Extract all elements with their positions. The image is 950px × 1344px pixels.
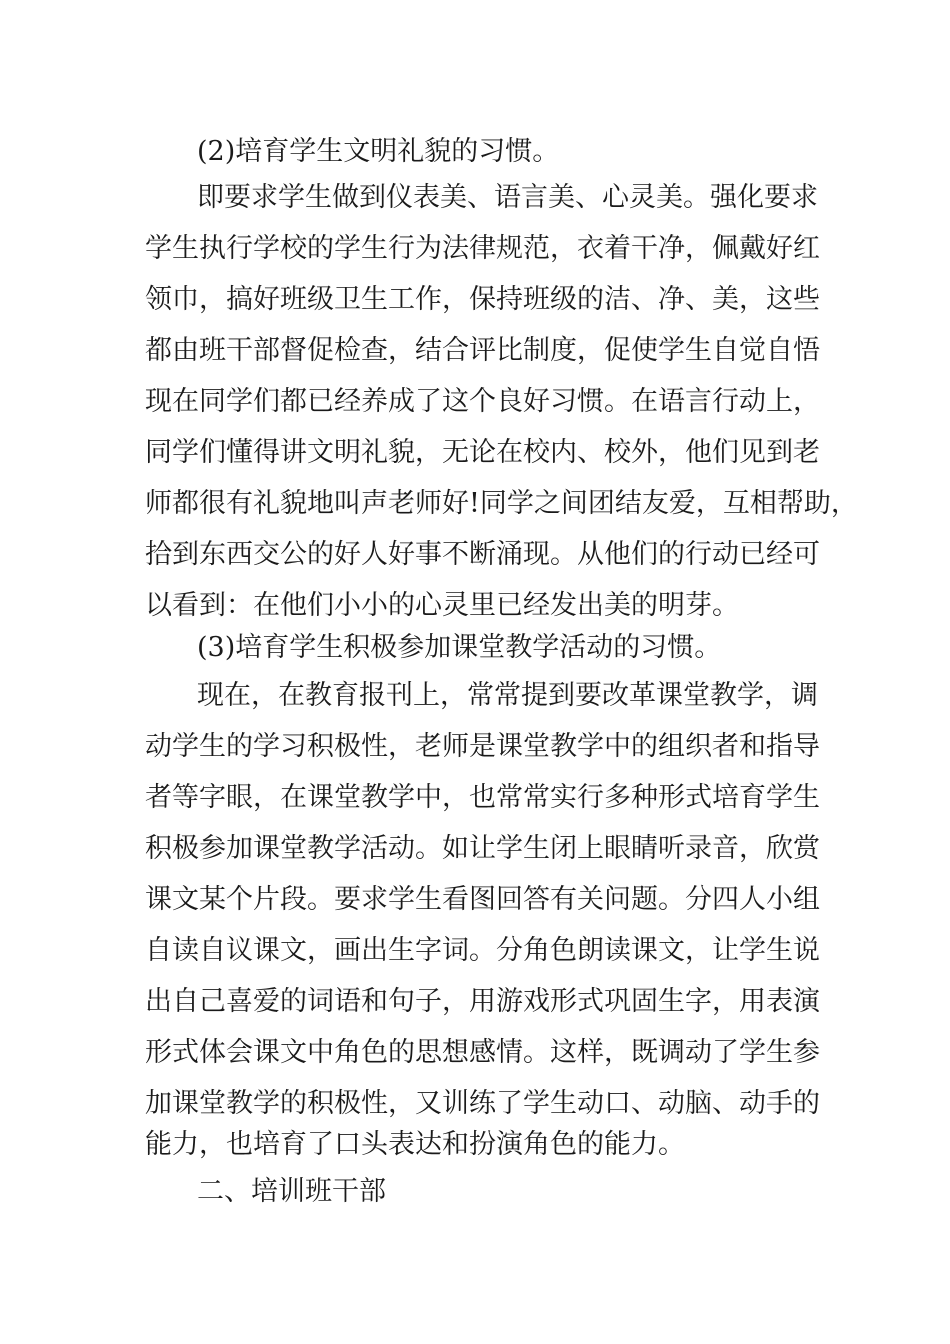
paragraph-line: 出自己喜爱的词语和句子，用游戏形式巩固生字，用表演 [145, 986, 820, 1017]
paragraph-line: 即要求学生做到仪表美、语言美、心灵美。强化要求 [197, 182, 818, 213]
paragraph-line: 领巾，搞好班级卫生工作，保持班级的洁、净、美，这些 [145, 284, 820, 315]
paragraph-line: 师都很有礼貌地叫声老师好!同学之间团结友爱，互相帮助， [145, 488, 858, 519]
paragraph-line: 自读自议课文，画出生字词。分角色朗读课文，让学生说 [145, 935, 820, 966]
paragraph-line: 以看到：在他们小小的心灵里已经发出美的明芽。 [145, 590, 739, 621]
paragraph-line: 都由班干部督促检查，结合评比制度，促使学生自觉自悟 [145, 335, 820, 366]
paragraph-line: 者等字眼，在课堂教学中，也常常实行多种形式培育学生 [145, 782, 820, 813]
paragraph-line: 学生执行学校的学生行为法律规范，衣着干净，佩戴好红 [145, 233, 820, 264]
paragraph-line: 现在同学们都已经养成了这个良好习惯。在语言行动上， [145, 386, 820, 417]
paragraph-line: 形式体会课文中角色的思想感情。这样，既调动了学生参 [145, 1037, 820, 1068]
paragraph-line: 同学们懂得讲文明礼貌，无论在校内、校外，他们见到老 [145, 437, 820, 468]
paragraph-line: 积极参加课堂教学活动。如让学生闭上眼睛听录音，欣赏 [145, 833, 820, 864]
paragraph-line: 课文某个片段。要求学生看图回答有关问题。分四人小组 [145, 884, 820, 915]
section-heading-train-cadres: 二、培训班干部 [197, 1176, 386, 1207]
paragraph-line: 现在，在教育报刊上，常常提到要改革课堂教学，调 [197, 680, 818, 711]
paragraph-line: 能力，也培育了口头表达和扮演角色的能力。 [145, 1129, 685, 1160]
paragraph-line: 拾到东西交公的好人好事不断涌现。从他们的行动已经可 [145, 539, 820, 570]
paragraph-line: 动学生的学习积极性，老师是课堂教学中的组织者和指导 [145, 731, 820, 762]
heading-habit-2: (2)培育学生文明礼貌的习惯。 [197, 136, 560, 167]
paragraph-line: 加课堂教学的积极性，又训练了学生动口、动脑、动手的 [145, 1088, 820, 1119]
heading-habit-3: (3)培育学生积极参加课堂教学活动的习惯。 [197, 632, 722, 663]
